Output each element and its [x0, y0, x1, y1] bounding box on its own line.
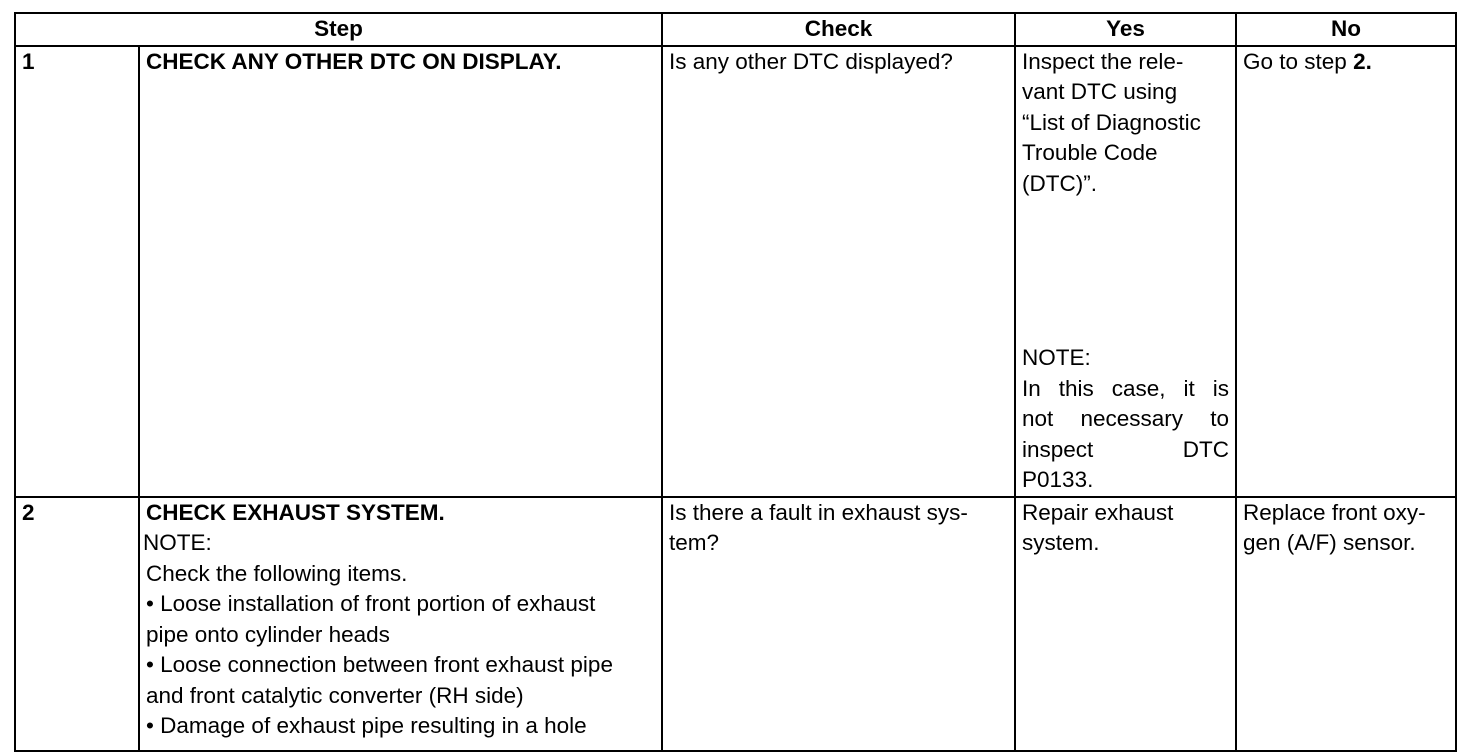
yes-note	[1022, 343, 1229, 496]
yes-text-line: system.	[1022, 530, 1100, 555]
step-note	[143, 528, 655, 742]
step-note-line: • Damage of exhaust pipe resulting in a hole	[146, 713, 587, 738]
step-note-line: Check the following items.	[146, 560, 408, 586]
header-step: Step	[15, 13, 662, 46]
yes-text-line: Inspect the rele-	[1022, 48, 1184, 74]
yes-note-line: In this case, it is	[1022, 375, 1230, 401]
step-note-line: pipe onto cylinder heads	[146, 621, 390, 647]
no-text: Go to step	[1243, 48, 1354, 74]
yes-text-line: Trouble Code	[1022, 140, 1158, 165]
step-cell	[139, 497, 662, 751]
header-no: No	[1236, 13, 1456, 46]
yes-text-line: vant DTC using	[1022, 79, 1178, 104]
step-note-line: • Loose installation of front portion of exhaust	[146, 591, 596, 616]
no-cell	[1236, 46, 1456, 497]
step-note-line: and front catalytic converter (RH side)	[146, 682, 524, 708]
yes-note-line: not necessary to	[1022, 406, 1230, 431]
check-text: Is any other DTC displayed?	[669, 48, 953, 74]
yes-cell	[1015, 46, 1236, 497]
no-cell	[1236, 497, 1456, 751]
yes-cell	[1015, 497, 1236, 751]
check-cell	[662, 46, 1015, 497]
yes-text-line: Repair exhaust	[1022, 499, 1174, 525]
step-cell	[139, 46, 662, 497]
step-note-label: NOTE:	[143, 530, 212, 555]
check-text-line: tem?	[669, 530, 720, 555]
yes-note-line: inspect DTC	[1022, 436, 1230, 462]
table-row	[15, 46, 1456, 497]
no-text-line: gen (A/F) sensor.	[1243, 530, 1416, 555]
check-text-line: Is there a fault in exhaust sys-	[669, 499, 968, 525]
no-step-ref: 2.	[1353, 48, 1372, 74]
diagnostic-procedure-table	[14, 12, 1457, 752]
header-yes: Yes	[1015, 13, 1236, 46]
yes-note-label: NOTE:	[1022, 345, 1091, 370]
no-text-line: Replace front oxy-	[1243, 499, 1426, 525]
header-check: Check	[662, 13, 1015, 46]
yes-note-line: P0133.	[1022, 467, 1094, 492]
step-note-line: • Loose connection between front exhaust pipe	[146, 652, 613, 677]
yes-text-line: (DTC)”.	[1022, 170, 1097, 196]
check-cell	[662, 497, 1015, 751]
table-row	[15, 497, 1456, 751]
step-number: 1	[15, 46, 139, 497]
step-number: 2	[15, 497, 139, 751]
table-header-row	[15, 13, 1456, 46]
step-title: CHECK ANY OTHER DTC ON DISPLAY.	[146, 48, 562, 74]
yes-text-line: “List of Diagnostic	[1022, 109, 1201, 135]
step-title: CHECK EXHAUST SYSTEM.	[146, 499, 445, 525]
